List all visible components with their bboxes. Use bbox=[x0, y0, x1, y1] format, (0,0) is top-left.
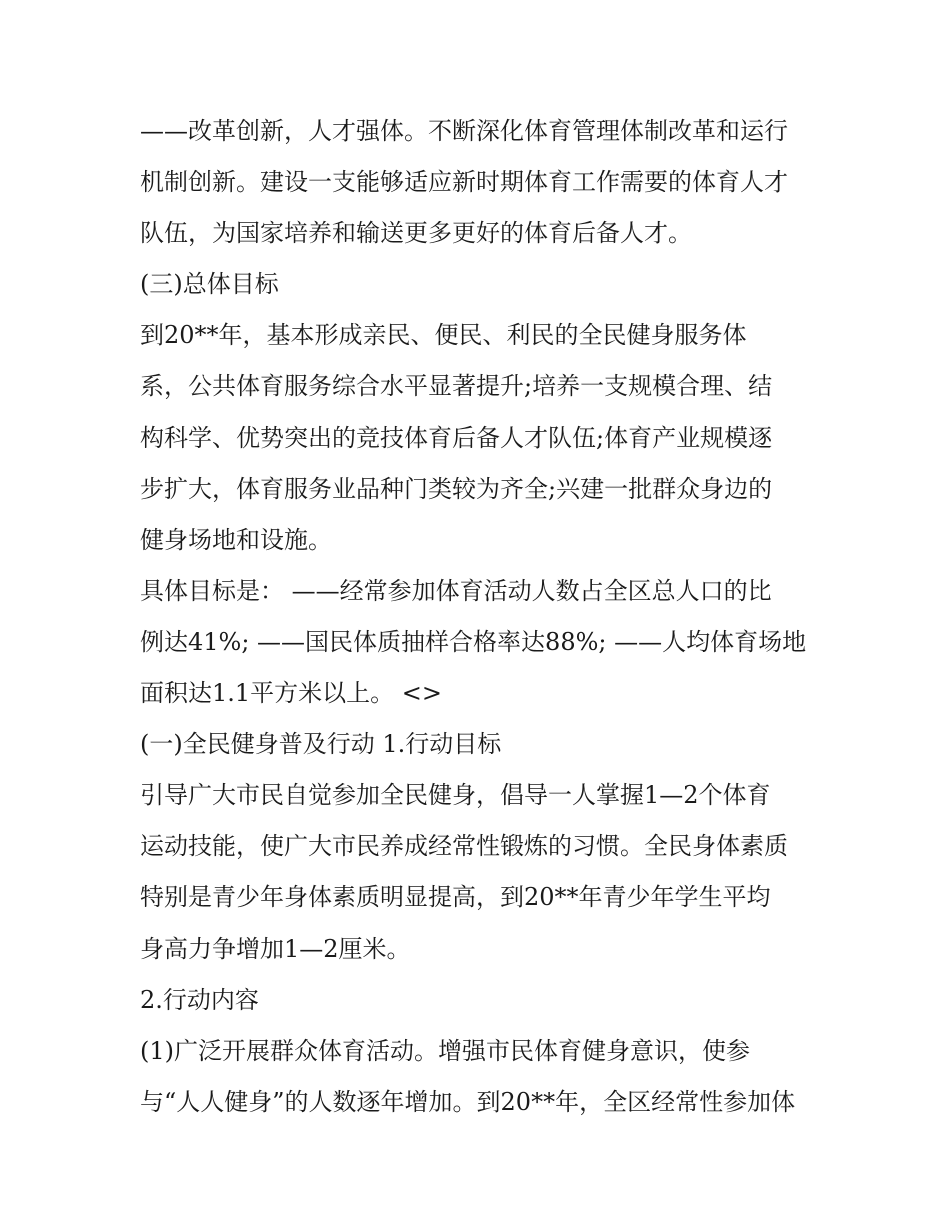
section-heading: (三)总体目标 bbox=[140, 270, 279, 299]
text-line: 构科学、优势突出的竞技体育后备人才队伍;体育产业规模逐 bbox=[140, 423, 773, 452]
text-line: 系，公共体育服务综合水平显著提升;培养一支规模合理、结 bbox=[140, 372, 773, 401]
section-heading: (一)全民健身普及行动 1.行动目标 bbox=[140, 730, 502, 759]
text-line: 步扩大，体育服务业品种门类较为齐全;兴建一批群众身边的 bbox=[140, 474, 773, 503]
text-line: 特别是青少年身体素质明显提高，到20**年青少年学生平均 bbox=[140, 883, 771, 912]
text-line: 到20**年，基本形成亲民、便民、利民的全民健身服务体 bbox=[140, 321, 747, 350]
text-line: 面积达1.1平方米以上。 <> bbox=[140, 679, 443, 708]
text-line: 具体目标是： ——经常参加体育活动人数占全区总人口的比 bbox=[140, 576, 772, 605]
text-line: ——改革创新，人才强体。不断深化体育管理体制改革和运行 bbox=[140, 117, 788, 145]
document-body bbox=[140, 106, 830, 1128]
section-heading: 2.行动内容 bbox=[140, 985, 259, 1014]
text-line: 例达41%; ——国民体质抽样合格率达88%; ——人均体育场地 bbox=[140, 627, 807, 656]
text-line: 队伍，为国家培养和输送更多更好的体育后备人才。 bbox=[140, 219, 692, 248]
text-line: (1)广泛开展群众体育活动。增强市民体育健身意识，使参 bbox=[140, 1036, 750, 1065]
text-line: 运动技能，使广大市民养成经常性锻炼的习惯。全民身体素质 bbox=[140, 832, 788, 861]
text-line: 机制创新。建设一支能够适应新时期体育工作需要的体育人才 bbox=[140, 168, 788, 197]
text-line: 身高力争增加1—2厘米。 bbox=[140, 934, 411, 963]
text-line: 与“人人健身”的人数逐年增加。到20**年，全区经常性参加体 bbox=[140, 1087, 796, 1116]
text-line: 引导广大市民自觉参加全民健身，倡导一人掌握1—2个体育 bbox=[140, 781, 771, 810]
text-line: 健身场地和设施。 bbox=[140, 525, 332, 554]
